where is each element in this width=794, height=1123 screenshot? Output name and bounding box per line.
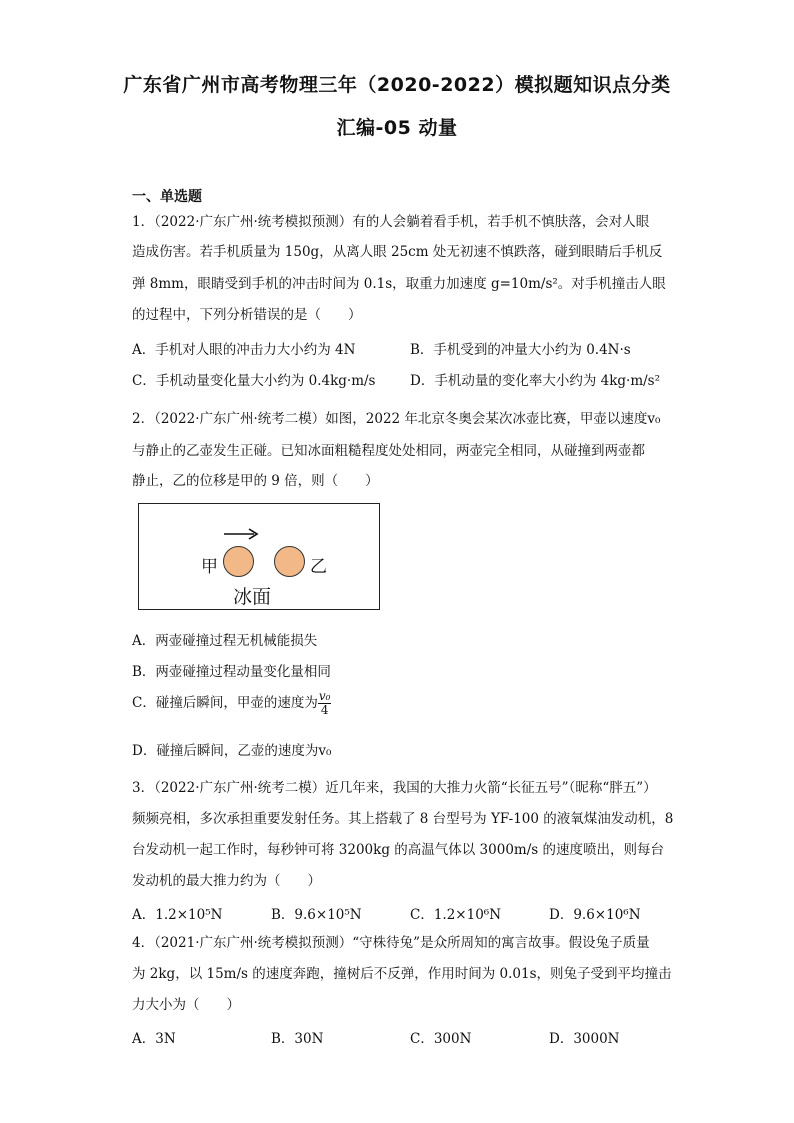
q1-option-c: C．手机动量变化量大小约为 0.4kg·m/s: [132, 373, 376, 389]
q4-option-b: B．30N: [271, 1031, 324, 1047]
q1-line: 的过程中，下列分析错误的是（ ）: [132, 307, 362, 323]
q3-option-c: C．1.2×10⁶N: [410, 907, 502, 923]
velocity-arrow-icon: [223, 528, 259, 540]
q3-option-d: D．9.6×10⁶N: [549, 907, 641, 923]
stone-b: [274, 546, 305, 577]
q2-option-c-text: C．碰撞后瞬间，甲壶的速度为: [132, 695, 318, 711]
stone-a: [223, 546, 254, 577]
q4-line: 为 2kg，以 15m/s 的速度奔跑，撞树后不反弹，作用时间为 0.01s，则兔子受到平均撞击: [132, 966, 672, 982]
q1-option-d: D．手机动量的变化率大小约为 4kg·m/s²: [410, 373, 661, 389]
q2-line: 与静止的乙壶发生正碰。已知冰面粗糙程度处处相同，两壶完全相同，从碰撞到两壶都: [132, 443, 645, 459]
q1-option-a: A．手机对人眼的冲击力大小约为 4N: [132, 342, 356, 358]
q2-line: 静止，乙的位移是甲的 9 倍，则（ ）: [132, 473, 379, 489]
q3-option-b: B．9.6×10⁵N: [271, 907, 362, 923]
q1-option-b: B．手机受到的冲量大小约为 0.4N·s: [410, 342, 631, 358]
q3-line: 3．（2022·广东广州·统考二模）近几年来，我国的大推力火箭“长征五号”（昵称“胖五”）: [132, 780, 657, 796]
ice-surface-label: 冰面: [233, 586, 272, 608]
q2-option-c-fraction: [318, 690, 332, 717]
q1-line: 1．（2022·广东广州·统考模拟预测）有的人会躺着看手机，若手机不慎肤落，会对人眼: [132, 214, 650, 230]
q3-line: 频频亮相，多次承担重要发射任务。其上搭载了 8 台型号为 YF-100 的液氧煤油发动机，8: [132, 811, 674, 827]
q2-option-c: [132, 690, 331, 717]
q2-option-d: D．碰撞后瞬间，乙壶的速度为v₀: [132, 743, 332, 759]
stone-a-label: 甲: [201, 557, 218, 577]
q1-line: 造成伤害。若手机质量为 150g，从离人眼 25cm 处无初速不慎跌落，碰到眼睛后手机反: [132, 244, 663, 260]
q4-option-c: C．300N: [410, 1031, 472, 1047]
curling-figure: [138, 503, 380, 610]
q3-line: 发动机的最大推力约为（ ）: [132, 873, 321, 889]
document-title-line1: 广东省广州市高考物理三年（2020-2022）模拟题知识点分类: [123, 74, 671, 96]
q3-line: 台发动机一起工作时，每秒钟可将 3200kg 的高温气体以 3000m/s 的速度喷出，则每台: [132, 842, 664, 858]
q4-line: 4．（2021·广东广州·统考模拟预测）“守株待兔”是众所周知的寓言故事。假设兔子质量: [132, 935, 650, 951]
document-title-line2: 汇编-05 动量: [336, 117, 458, 139]
fraction-denominator: 4: [320, 703, 329, 717]
q4-line: 力大小为（ ）: [132, 997, 240, 1013]
q2-option-b: B．两壶碰撞过程动量变化量相同: [132, 664, 331, 680]
fraction-numerator: v₀: [318, 689, 331, 703]
q2-option-a: A．两壶碰撞过程无机械能损失: [132, 633, 318, 649]
q1-line: 弹 8mm，眼睛受到手机的冲击时间为 0.1s，取重力加速度 g=10m/s²。对手机撞击人眼: [132, 276, 666, 292]
q2-line: 2．（2022·广东广州·统考二模）如图，2022 年北京冬奥会某次冰壶比赛，甲壶以速度v₀: [132, 411, 661, 427]
q3-option-a: A．1.2×10⁵N: [132, 907, 223, 923]
stone-b-label: 乙: [310, 557, 327, 577]
q4-option-d: D．3000N: [549, 1031, 620, 1047]
q4-option-a: A．3N: [132, 1031, 176, 1047]
section-heading: 一、单选题: [132, 189, 202, 205]
